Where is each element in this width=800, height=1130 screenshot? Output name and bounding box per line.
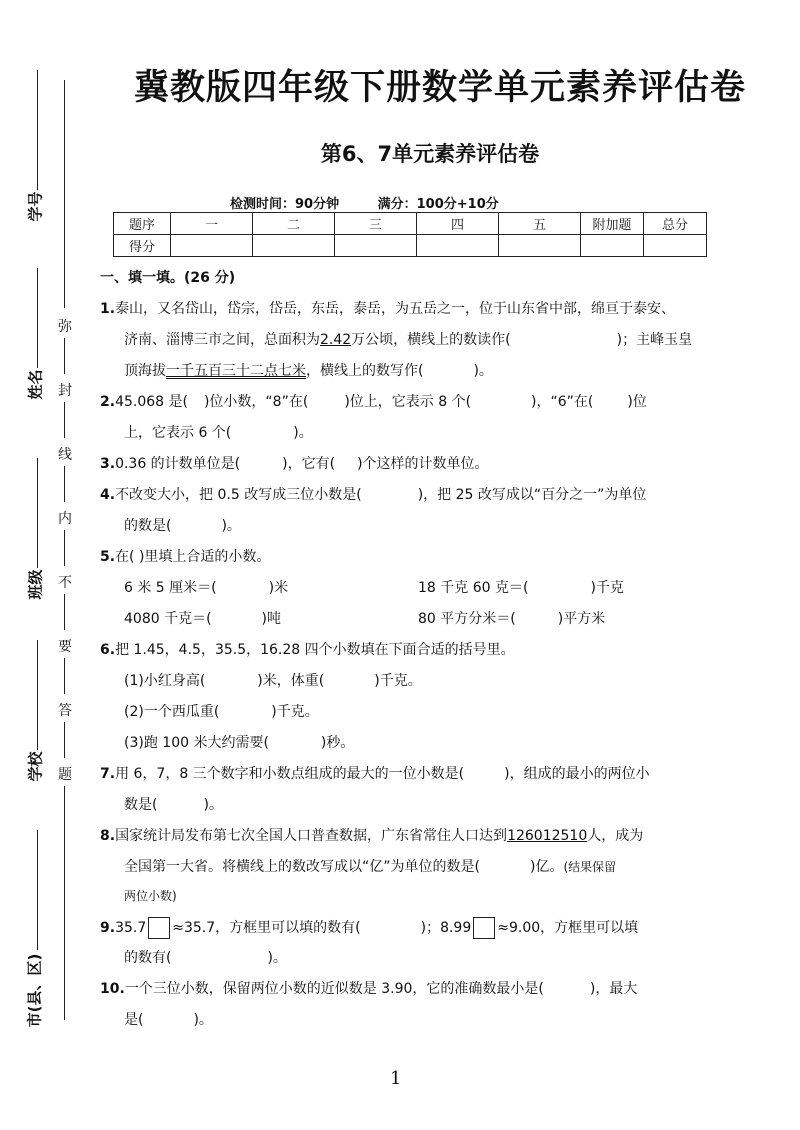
question-5-row-2b [418,609,758,629]
question-5-row-1b [418,578,758,598]
question-6 [100,640,780,660]
question-text: 45.068 是( [115,394,188,410]
question-text: )米，体重( [257,673,325,689]
seal-line [64,338,65,374]
question-2-line-2 [124,423,800,443]
question-text: )位 [627,394,647,410]
question-text: ≈35.7，方框里可以填的数有( [172,920,361,936]
question-text: 济南、淄博三市之间，总面积为 [124,332,320,348]
margin-line [37,640,38,750]
seal-char: 不 [58,575,72,591]
question-text: )。 [193,1012,213,1028]
question-text: 顶海拔 [124,363,166,379]
question-text: 万公顷，横线上的数读作( [351,332,511,348]
question-6-sub-3 [124,733,800,753]
question-9-line-2 [124,948,800,968]
seal-line [64,594,65,630]
score-cell[interactable] [499,235,581,257]
question-text: )吨 [261,611,282,627]
seal-line [64,80,65,308]
question-text: 是( [124,1012,144,1028]
question-10 [100,979,780,999]
question-number: 7. [100,766,116,782]
score-table-score-row [114,235,707,257]
exam-full-score: 满分：100分+10分 [377,197,499,212]
question-text: )。 [293,425,313,441]
question-1-line-2 [124,330,800,350]
label-name: 姓名 [26,369,45,400]
question-text: (1)小红身高( [124,673,206,689]
answer-box[interactable] [148,917,170,939]
question-note: (结果保留 [563,860,617,874]
seal-char: 答 [58,703,72,719]
question-6-sub-2 [124,702,800,722]
score-cell[interactable] [253,235,335,257]
question-text: )，“6”在( [531,394,594,410]
question-1 [100,299,780,319]
underlined-value: 一千五百三十二点七米 [166,363,306,379]
page-title: 冀教版四年级下册数学单元素养评估卷 [133,68,746,108]
question-7-line-2 [124,795,800,815]
question-text: 一个三位小数，保留两位小数的近似数是 3.90，它的准确数最小是( [124,981,544,997]
question-8 [100,826,780,846]
question-text: )。 [203,797,223,813]
question-text: 用 6，7，8 三个数字和小数点组成的最大的一位小数是( [115,766,465,782]
question-number: 1. [100,301,116,317]
table-header-cell: 一 [171,213,253,235]
score-cell[interactable] [171,235,253,257]
question-10-line-2 [124,1010,800,1030]
question-text: 的数是( [124,518,172,534]
score-cell[interactable] [335,235,417,257]
seal-char: 要 [58,639,72,655]
question-number: 2. [100,394,116,410]
question-text: 在( )里填上合适的小数。 [115,549,271,565]
question-text: 4080 千克＝( [124,611,212,627]
question-number: 8. [100,828,116,844]
score-table-header-row [114,213,707,235]
seal-line [64,658,65,694]
question-1-line-3 [124,361,800,381]
score-cell[interactable] [417,235,499,257]
table-header-cell: 总分 [644,213,707,235]
question-text: ，横线上的数写作( [306,363,424,379]
question-text: 不改变大小，把 0.5 改写成三位小数是( [115,487,362,503]
question-text: )。 [267,950,287,966]
seal-line [64,530,65,566]
question-text: )，把 25 改写成以“百分之一”为单位 [417,487,647,503]
table-header-cell: 二 [253,213,335,235]
question-text: )。 [221,518,241,534]
seal-line [64,786,65,1020]
score-table [113,212,707,257]
question-text: 35.7 [115,920,147,936]
question-text: 把 1.45，4.5，35.5，16.28 四个小数填在下面合适的括号里。 [115,642,515,658]
question-9 [100,917,780,939]
underlined-value: 126012510 [507,828,588,844]
question-text: 上，它表示 6 个( [124,425,232,441]
exam-info [230,193,533,212]
question-text: 泰山，又名岱山，岱宗，岱岳，东岳，泰岳，为五岳之一，位于山东省中部，绵亘于泰安、 [115,301,676,317]
question-text: )个这样的计数单位。 [357,456,489,472]
question-text: )位小数，“8”在( [203,394,309,410]
table-header-cell: 五 [499,213,581,235]
section-title: 一、填一填。(26 分) [100,270,236,286]
seal-line [64,402,65,438]
question-7 [100,764,780,784]
question-text: 80 平方分米＝( [418,611,516,627]
seal-char: 内 [58,511,72,527]
page-subtitle: 第6、7单元素养评估卷 [320,142,540,166]
question-8-line-2 [124,857,800,877]
question-text: 0.36 的计数单位是( [115,456,241,472]
question-text: 数是( [124,797,158,813]
question-text: )，它有( [282,456,336,472]
label-city: 市(县、区) [25,953,44,1028]
question-text: 18 千克 60 克＝( [418,580,529,596]
question-4-line-2 [124,516,800,536]
question-2 [100,392,780,412]
question-4 [100,485,780,505]
table-header-cell: 附加题 [581,213,644,235]
margin-line [37,268,38,368]
question-text: )，组成的最小的两位小 [504,766,650,782]
question-text: 6 米 5 厘米＝( [124,580,217,596]
question-text: ≈9.00，方框里可以填 [497,920,639,936]
label-class: 班级 [26,569,45,600]
question-number: 6. [100,642,116,658]
question-number: 9. [100,920,116,936]
question-6-sub-1 [124,671,800,691]
question-8-line-3: 两位小数) [124,889,177,903]
question-number: 4. [100,487,116,503]
question-text: )；8.99 [420,920,472,936]
seal-char: 弥 [58,319,72,335]
question-text: )米 [268,580,289,596]
seal-char: 封 [58,383,72,399]
label-student-id: 学号 [26,191,45,222]
underlined-value: 2.42 [320,332,352,348]
table-header-cell: 三 [335,213,417,235]
question-text: 全国第一大省。将横线上的数改写成以“亿”为单位的数是( [124,859,480,875]
question-text: 人，成为 [587,828,644,844]
table-header-cell: 题序 [114,213,171,235]
question-text: (2)一个西瓜重( [124,704,220,720]
page-number: 1 [390,1068,402,1089]
seal-line [64,722,65,758]
question-text: )亿。 [529,859,564,875]
margin-line [37,458,38,568]
table-header-cell: 四 [417,213,499,235]
question-text: )平方米 [557,611,606,627]
question-5 [100,547,780,567]
question-3 [100,454,780,474]
seal-line [64,466,65,502]
score-cell[interactable] [644,235,707,257]
question-text: 的数有( [124,950,172,966]
question-number: 3. [100,456,116,472]
question-text: )，最大 [589,981,638,997]
question-text: )位上，它表示 8 个( [344,394,472,410]
question-text: )；主峰玉皇 [616,332,693,348]
margin-line [37,830,38,950]
margin-line [37,70,38,190]
question-text: )千克。 [271,704,319,720]
question-number: 5. [100,549,116,565]
question-text: )千克。 [374,673,422,689]
question-number: 10. [100,981,125,997]
seal-char: 题 [58,767,72,783]
question-text: )秒。 [320,735,355,751]
score-cell[interactable] [581,235,644,257]
question-text: )千克 [590,580,624,596]
question-text: 国家统计局发布第七次全国人口普查数据，广东省常住人口达到 [115,828,508,844]
answer-box[interactable] [473,917,495,939]
question-text: (3)跑 100 米大约需要( [124,735,269,751]
exam-time: 检测时间：90分钟 [230,197,340,212]
table-row-label: 得分 [114,235,171,257]
seal-char: 线 [58,447,72,463]
question-text: )。 [473,363,493,379]
label-school: 学校 [26,751,45,782]
